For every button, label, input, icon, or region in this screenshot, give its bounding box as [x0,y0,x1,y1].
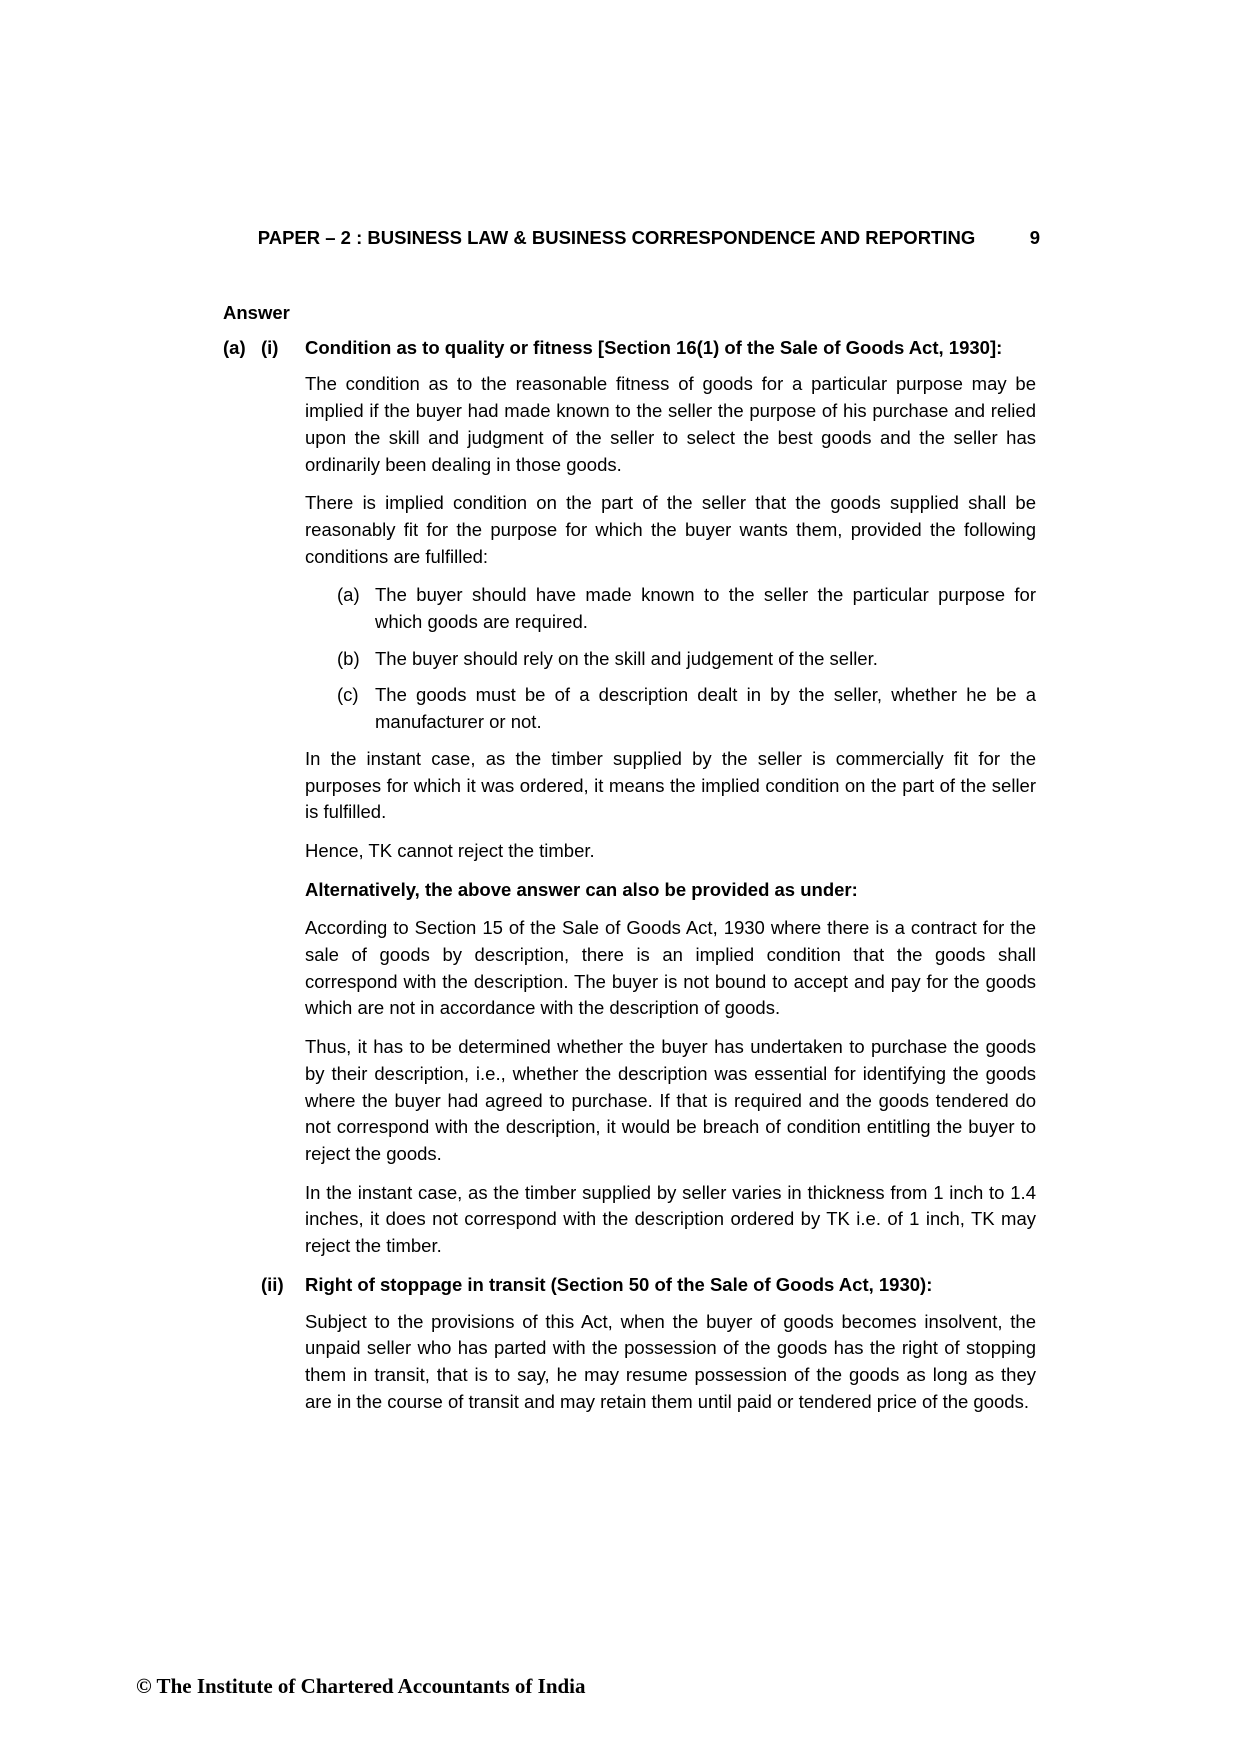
sublist-item-b-label: (b) [337,647,360,669]
paragraph-thus-determined: Thus, it has to be determined whether the buyer has undertaken to purchase the goods by their description, i.e., whether the description was essential for identifying the goods where the buyer had agreed to purchase. If that is required and the goods tendered do not correspond with the description, it would be breach of condition entitling the buyer to reject the goods. [305,1036,1036,1164]
sublist-item-b-text: The buyer should rely on the skill and judgement of the seller. [375,647,878,669]
sublist-item-c-text: The goods must be of a description dealt in by the seller, whether he be a manufacturer or not. [375,684,1036,733]
paper-title: PAPER – 2 : BUSINESS LAW & BUSINESS CORRESPONDENCE AND REPORTING [257,227,976,248]
item-ii-heading: Right of stoppage in transit (Section 50 of the Sale of Goods Act, 1930): [305,1273,933,1295]
item-ii-label: (ii) [261,1273,284,1295]
item-ii-content [305,1272,1036,1428]
paragraph-instant-case-thickness: In the instant case, as the timber supplied by seller varies in thickness from 1 inch to 1.4 inches, it does not correspond with the description ordered by TK i.e. of 1 inch, TK may reject the timber. [305,1181,1036,1257]
part-a-label: (a) [223,336,246,358]
paragraph-fitness-condition: The condition as to the reasonable fitness of goods for a particular purpose may be implied if the buyer had made known to the seller the purpose of his purchase and relied upon the skill and judgment of the seller to select the best goods and the seller has ordinarily been dealing in those goods. [305,373,1036,475]
answer-part-a-item-ii [223,1272,1036,1428]
copyright-footer: © The Institute of Chartered Accountants of India [136,1674,586,1698]
answer-body [223,300,1036,1427]
sublist-item-a-label: (a) [337,584,360,606]
page-header [223,227,1040,249]
item-i-heading: Condition as to quality or fitness [Section 16(1) of the Sale of Goods Act, 1930]: [305,336,1003,358]
paragraph-conclusion-hence: Hence, TK cannot reject the timber. [305,839,595,861]
sublist-item-c [305,682,1036,735]
answer-part-a-item-i [223,335,1036,1272]
paragraph-instant-case-timber: In the instant case, as the timber supplied by the seller is commercially fit for the purposes for which it was ordered, it means the implied condition on the part of the seller is fulfilled. [305,747,1036,823]
item-i-label: (i) [261,336,279,358]
sublist-item-c-label: (c) [337,684,359,706]
answer-heading: Answer [223,302,290,323]
page-number: 9 [1029,227,1040,248]
sublist-item-b [305,646,1036,673]
sublist-item-a-text: The buyer should have made known to the seller the particular purpose for which goods are required. [375,584,1036,633]
paragraph-implied-condition: There is implied condition on the part of the seller that the goods supplied shall be reasonably fit for the purpose for which the buyer wants them, provided the following conditions are fulfilled: [305,492,1036,567]
sublist-item-a [305,582,1036,635]
item-i-content [305,335,1036,1272]
paragraph-section-15: According to Section 15 of the Sale of Goods Act, 1930 where there is a contract for the sale of goods by description, there is an implied condition that the goods shall correspond with the description. The buyer is not bound to accept and pay for the goods which are not in accordance with the description of goods. [305,917,1036,1019]
paragraph-stoppage-in-transit: Subject to the provisions of this Act, when the buyer of goods becomes insolvent, the unpaid seller who has parted with the possession of the goods has the right of stopping them in transit, that is to say, he may resume possession of the goods as long as they are in the course of transit and may retain them until paid or tendered price of the goods. [305,1310,1036,1412]
alternative-answer-heading: Alternatively, the above answer can also be provided as under: [305,878,858,900]
